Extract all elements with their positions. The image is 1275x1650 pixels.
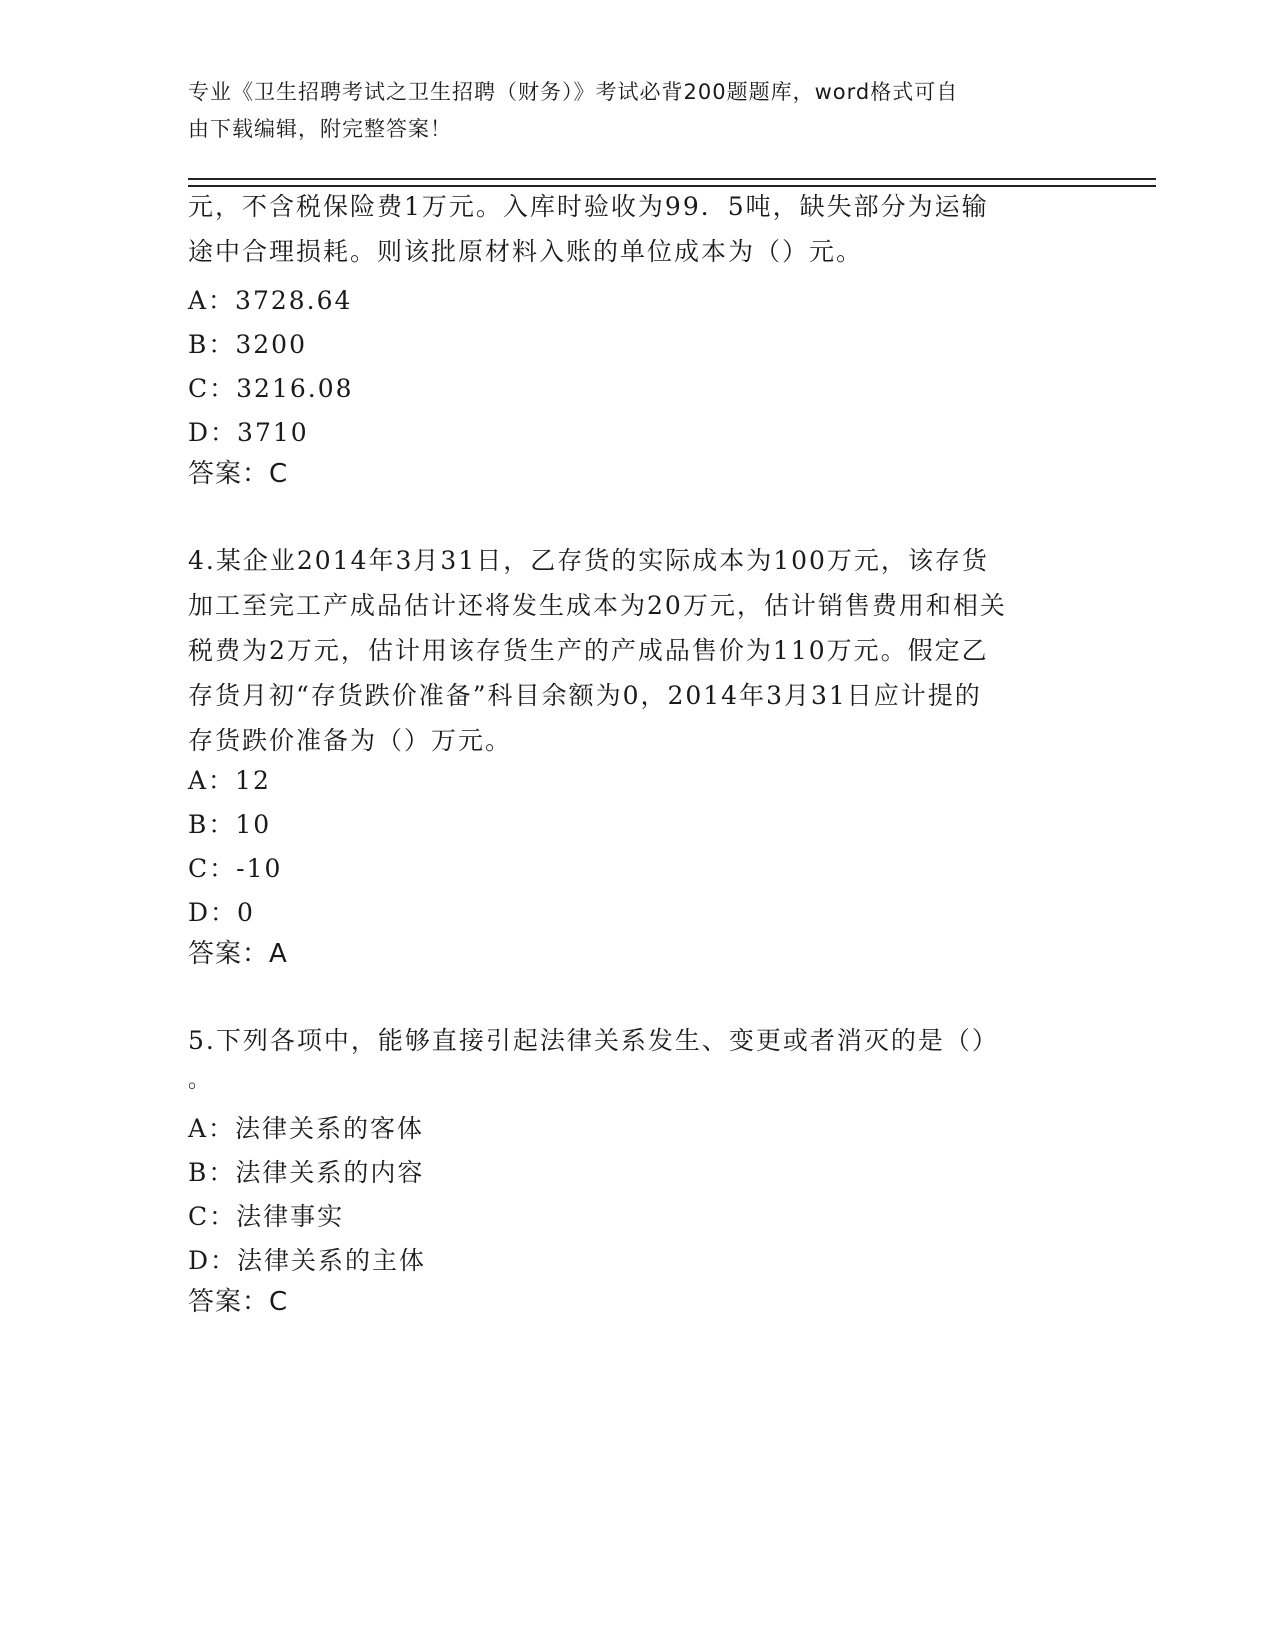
question-4-option-c: C：-10 — [188, 854, 283, 883]
question-4-line-2: 加工至完工产成品估计还将发生成本为20万元，估计销售费用和相关 — [188, 591, 1007, 620]
question-5-line-1: 5.下列各项中，能够直接引起法律关系发生、变更或者消灭的是（） — [188, 1026, 999, 1055]
question-4-text — [188, 538, 1088, 763]
question-5-option-a: A：法律关系的客体 — [188, 1114, 425, 1143]
question-3-line-2: 途中合理损耗。则该批原材料入账的单位成本为（）元。 — [188, 237, 864, 266]
header-divider-top — [188, 178, 1156, 180]
question-5-option-b: B：法律关系的内容 — [188, 1158, 425, 1187]
question-4-line-5: 存货跌价准备为（）万元。 — [188, 726, 513, 755]
question-5-stray-period: 。 — [188, 1068, 211, 1093]
question-3-line-1: 元，不含税保险费1万元。入库时验收为99．5吨，缺失部分为运输 — [188, 192, 989, 221]
question-3-text — [188, 184, 1088, 274]
question-3-option-b: B：3200 — [188, 330, 307, 359]
document-header — [188, 74, 1068, 148]
question-5-answer: 答案：C — [188, 1287, 289, 1317]
question-3-option-c: C：3216.08 — [188, 374, 354, 403]
question-5-option-d: D：法律关系的主体 — [188, 1246, 427, 1275]
question-4-option-b: B：10 — [188, 810, 272, 839]
question-3-option-a: A：3728.64 — [188, 286, 353, 315]
question-4-option-d: D：0 — [188, 898, 255, 927]
question-4-line-4: 存货月初“存货跌价准备”科目余额为0，2014年3月31日应计提的 — [188, 681, 982, 710]
question-3-option-d: D：3710 — [188, 418, 309, 447]
question-4-option-a: A：12 — [188, 766, 271, 795]
header-line-2: 由下载编辑，附完整答案！ — [188, 117, 452, 141]
question-3-answer: 答案：C — [188, 459, 289, 489]
question-4-answer: 答案：A — [188, 939, 288, 969]
header-line-1: 专业《卫生招聘考试之卫生招聘（财务）》考试必背200题题库，word格式可自 — [188, 80, 959, 104]
question-4-line-1: 4.某企业2014年3月31日，乙存货的实际成本为100万元，该存货 — [188, 546, 989, 575]
question-5-text — [188, 1018, 1088, 1063]
question-5-option-c: C：法律事实 — [188, 1202, 345, 1231]
question-4-line-3: 税费为2万元，估计用该存货生产的产成品售价为110万元。假定乙 — [188, 636, 989, 665]
